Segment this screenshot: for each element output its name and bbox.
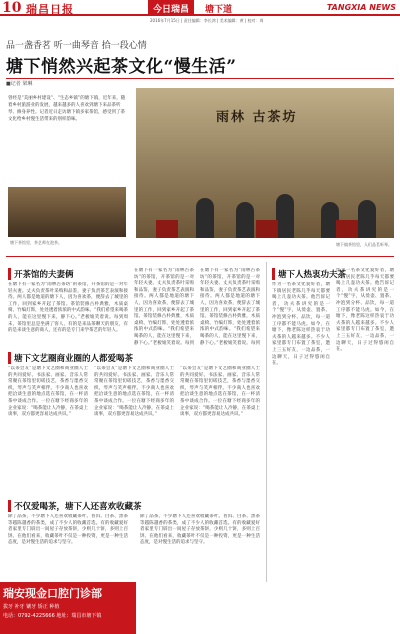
byline: ■记者 梁琳 [6,81,33,87]
lead-paragraph: 曾经是“美丽乡村建设”、“生态乡镇”的塘下镇，近年来，随着乡村旅游业的发展，越来越多的人喜欢到塘下来品茶听琴、修身养性。记者近日走访塘下镇多家茶馆，感受到了茶文化给乡村慢生活带来的别样韵味。 [8,96,126,122]
paper-logo: 瑞昌日报 [26,3,74,16]
photo-person [236,202,254,238]
column-divider [266,262,267,582]
ad-contact: 电话：0792-4225666 地址：瑞昌市塘下镇 [3,613,102,619]
section-body: 在塘下有一家名为“雨林古茶坊”的茶馆，开茶馆的是一对年轻夫妻。丈夫负责茶叶采购和品鉴，妻子负责茶艺表演和接待。两人都是地道的塘下人，因为喜欢茶，便辞去了城里的工作，回到家乡开起了茶馆。茶馆装修古朴典雅，木质桌椅、竹编灯饰，处处透着浓浓的中式韵味。“我们希望来喝茶的人，能在这里慢下来，静下心。”老板娘笑着说。每到周末，茶馆里总是坐满了客人，有的是来品茶聊天的朋友，有的是来谈生意的商人，还有的是专门来学茶艺的年轻人。 [8,282,128,334]
section-heading: 塘下人热衷功夫茶 [272,268,346,280]
section-heading: 不仅爱喝茶，塘下人还喜欢收藏茶 [8,500,142,512]
clinic-advertisement [0,582,136,634]
main-photo-caption: 塘下镇茶馆里，人们品茗听琴。 [336,242,392,247]
small-photo-caption: 塘下茶馆里，茶艺师在泡茶。 [10,240,62,245]
subsection-label: 塘下道 [205,5,233,15]
section-body-continued: 除了品茶，不少塘下人还喜欢收藏茶叶。普洱、白茶、黑茶等越陈越香的茶类，成了不少人的收藏首选。有的收藏爱好者家里专门辟出一间屋子存放茶饼，少则几十饼，多则上百饼。在他们看来，收藏茶叶不仅是一种投资，更是一种生活态度，是对慢生活的追求与坚守。 [140,514,260,546]
section-heading: 塘下文艺圈商业圈的人都爱喝茶 [8,352,133,364]
photo-person [276,194,294,238]
section-body-continued: 作为一名茶文化爱好者，塘下镇居民老陈几乎每天都要喝上几壶功夫茶。他告诉记者，功夫茶讲究的是一个“慢”字，从烫壶、置茶、冲泡到分杯、品饮，每一道工序都不能马虎。如今，在塘下，像老陈这样热衷于功夫茶的人越来越多。不少人家里都专门布置了茶室，邀上三五好友，一边品茶，一边聊天，日子过得悠闲自在。 [336,268,394,353]
section-body-continued: “以茶会友”是塘下文艺圈和商业圈人士的共同爱好。书法家、画家、音乐人常常聚在茶馆里切磋技艺，茶香与墨香交织，琴声与笑声相伴。不少商人也喜欢把洽谈生意的地点选在茶馆，在一杯清茶中谈成合作。一位在塘下经商多年的企业家说：“喝茶能让人冷静，在茶桌上谈事，双方都更容易达成共识。” [94,366,174,418]
section-body: 作为一名茶文化爱好者，塘下镇居民老陈几乎每天都要喝上几壶功夫茶。他告诉记者，功夫茶讲究的是一个“慢”字，从烫壶、置茶、冲泡到分杯、品饮，每一道工序都不能马虎。如今，在塘下，像老陈这样热衷于功夫茶的人越来越多。不少人家里都专门布置了茶室，邀上三五好友，一边品茶，一边聊天，日子过得悠闲自在。 [272,282,330,367]
section-divider [6,256,394,257]
photo-person [358,200,376,238]
photo-person [196,198,214,238]
section-label: 今日瑞昌 [148,0,194,15]
page-meta: 2016年7月15日 | 责任编辑：李长鸿 | 美术编辑：黄 | 校对：周 [150,18,264,23]
ad-title: 瑞安现金口腔门诊部 [3,587,102,600]
section-body-continued: “以茶会友”是塘下文艺圈和商业圈人士的共同爱好。书法家、画家、音乐人常常聚在茶馆里切磋技艺，茶香与墨香交织，琴声与笑声相伴。不少商人也喜欢把洽谈生意的地点选在茶馆，在一杯清茶中谈成合作。一位在塘下经商多年的企业家说：“喝茶能让人冷静，在茶桌上谈事，双方都更容易达成共识。” [180,366,260,418]
section-body: 除了品茶，不少塘下人还喜欢收藏茶叶。普洱、白茶、黑茶等越陈越香的茶类，成了不少人的收藏首选。有的收藏爱好者家里专门辟出一间屋子存放茶饼，少则几十饼，多则上百饼。在他们看来，收藏茶叶不仅是一种投资，更是一种生活态度，是对慢生活的追求与坚守。 [8,514,128,546]
section-body-continued: 在塘下有一家名为“雨林古茶坊”的茶馆，开茶馆的是一对年轻夫妻。丈夫负责茶叶采购和品鉴，妻子负责茶艺表演和接待。两人都是地道的塘下人，因为喜欢茶，便辞去了城里的工作，回到家乡开起了茶馆。茶馆装修古朴典雅，木质桌椅、竹编灯饰，处处透着浓浓的中式韵味。“我们希望来喝茶的人，能在这里慢下来，静下心。”老板娘笑着说。每到 [200,268,260,346]
masthead [0,0,400,16]
photo-chair [156,220,178,238]
section-heading: 开茶馆的夫妻俩 [8,268,74,280]
photo-signboard: 雨林 古茶坊 [216,110,298,125]
story-kicker: 品一盏香茗 听一曲琴音 拾一段心情 [6,41,147,51]
main-photo [136,88,394,238]
photo-chair [336,220,358,238]
section-body: “以茶会友”是塘下文艺圈和商业圈人士的共同爱好。书法家、画家、音乐人常常聚在茶馆里切磋技艺，茶香与墨香交织，琴声与笑声相伴。不少商人也喜欢把洽谈生意的地点选在茶馆，在一杯清茶中谈成合作。一位在塘下经商多年的企业家说：“喝茶能让人冷静，在茶桌上谈事，双方都更容易达成共识。” [8,366,88,418]
page-number: 10 [2,0,22,16]
ad-services: 拔牙 补牙 镶牙 矫正 种植 [3,604,60,610]
story-headline: 塘下悄然兴起茶文化“慢生活” [6,57,237,77]
headline-rule [6,78,394,79]
small-photo [8,187,126,237]
photo-chair [256,220,278,238]
section-brand: TANGXIA NEWS [326,3,396,12]
section-body-continued: 在塘下有一家名为“雨林古茶坊”的茶馆，开茶馆的是一对年轻夫妻。丈夫负责茶叶采购和品鉴，妻子负责茶艺表演和接待。两人都是地道的塘下人，因为喜欢茶，便辞去了城里的工作，回到家乡开起了茶馆。茶馆装修古朴典雅，木质桌椅、竹编灯饰，处处透着浓浓的中式韵味。“我们希望来喝茶的人，能在这里慢下来，静下心。”老板娘笑着说。每到 [134,268,194,346]
